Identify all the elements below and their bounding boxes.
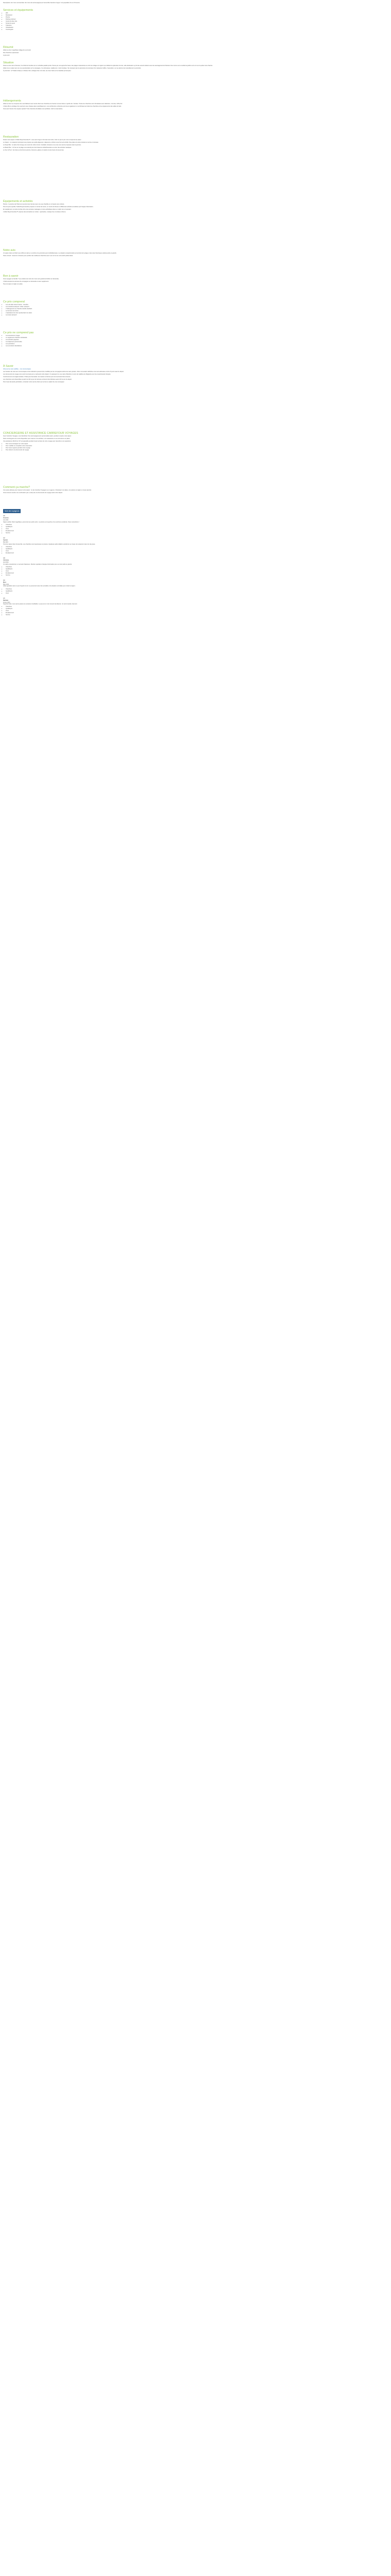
situation-paragraph: Situé au cœur de la Toscane, l'ex-hôtel de Gourdes est un véritable paradis perdu. Pensé par une approche haute, des plages restaurantes et entre les villages et régions qui reflètent la splendeur du site, celle destination a pris des accents italiens avec les aménagements d'intérieur très comme et le meublé de jardins et du vin sur la petite route d'accès. [3, 65, 213, 66]
situation-title: Situation [3, 61, 14, 64]
necomprend-section [3, 331, 386, 347]
review-tag: • Service [6, 532, 386, 534]
asavoir-paragraph: Pour toute demande particulière, contactez notre service client qui se fera un plaisir de vous renseigner. [3, 381, 65, 383]
equipements-paragraphs [3, 204, 386, 213]
prix-paragraph: L'hôtel accepte les animaux de compagnie sur demande et avec supplément. [3, 281, 49, 283]
service-item: • Conciergerie [6, 29, 386, 31]
conciergerie-item: • Pour obtenir vos documents de voyage [6, 449, 386, 451]
conciergerie-paragraphs [3, 435, 386, 443]
review-tag: • Chambres [6, 566, 386, 568]
resume-line: Des chambres spacieuses [3, 52, 19, 54]
review-score: 4,2 [3, 537, 5, 539]
comment-section [3, 486, 386, 495]
review-author: Francine [3, 517, 9, 519]
review-tag: • Qualité/prix [6, 526, 386, 528]
comment-title: Comment ça marche? [3, 486, 30, 489]
hebergements-paragraphs [3, 103, 386, 110]
review-tag: • Lieux [6, 550, 386, 552]
asavoir-paragraphs [3, 371, 386, 383]
asavoir-paragraph: Les documents de voyage vous seront envoyés par e-mail avant votre départ. Un passeport ou une carte d'identité en cours de validité est obligatoire pour les ressortissants français. [3, 374, 111, 376]
restauration-paragraphs [3, 139, 386, 151]
review-author: Christine [3, 559, 9, 561]
review-tag: • Emplacement [6, 552, 386, 554]
hebergements-title: Hébergements [3, 99, 21, 103]
review-tag: • Lieux [6, 528, 386, 530]
review-author: Nathalie [3, 599, 9, 601]
review-score: 4,6 [3, 515, 5, 517]
service-item: • Climatisation [6, 27, 386, 29]
hebergements-section [3, 99, 386, 111]
service-item: • Terrain de sport [6, 23, 386, 25]
comprend-item: • L'hébergement en chambre double standard [6, 308, 386, 310]
review-tag: • Qualité/prix [6, 590, 386, 592]
comment-paragraphs [3, 489, 386, 494]
service-item: • Piscine [6, 16, 386, 19]
prix-section [3, 275, 386, 286]
reviews-list [3, 515, 386, 616]
review-text: Hôtel agréable mais un peu bruyant le soir. Le personnel reste très serviable et la situation est idéale pour visiter la région. [3, 585, 76, 587]
services-section [3, 9, 386, 31]
equipements-paragraph: En supplément, le centre de bien-être vous propose massages et soins esthétiques dans un cadre zen et reposant. [3, 209, 72, 211]
review-tag: • Chambres [6, 524, 386, 526]
necomprend-item: • Les assurances voyage [6, 335, 386, 337]
noter-paragraph: Un séjour dans cet hôtel vous offrira le calme, le confort et la proximité avec la Méditerranée. La situation exceptionnelle à proximité de la plage et des sites historiques séduira petits et grands. [3, 252, 117, 254]
equipements-section [3, 200, 386, 214]
comment-paragraph: Vous recevez ensuite une confirmation par e-mail puis vos documents de voyage avant votre départ. [3, 492, 63, 494]
review-card [3, 557, 386, 577]
necomprend-item: • Les excursions facultatives [6, 345, 386, 347]
review-card [3, 580, 386, 595]
conciergerie-paragraph: Une assistance 24h/24 et 7j/7 est joignable pendant toute la durée de votre voyage pour répondre à vos questions. [3, 440, 71, 443]
resume-lines [3, 49, 386, 57]
prix-paragraph: Taxe de séjour à régler sur place. [3, 283, 23, 285]
equipements-paragraph: L'Hôtel Royal Gourdes 5* propose des animations en soirée : spectacles, musique live et soirées à thème. [3, 211, 66, 213]
review-tag: • Emplacement [6, 572, 386, 574]
noter-paragraphs [3, 252, 386, 257]
review-score: 4,8 [3, 557, 5, 559]
noter-title: Notre avis [3, 249, 15, 252]
review-tag: • Service [6, 574, 386, 577]
review-tag: • Emplacement [6, 530, 386, 532]
comprend-item: • Les taxes aéroport [6, 314, 386, 316]
review-tag: • Service [6, 614, 386, 616]
restauration-paragraph: Durant votre séjour à l'Hôtel Royal Gourdes 5*, vous serez logé en formule tout inclus. Voici ce que le prix vous comprend sur place : [3, 139, 82, 141]
review-tag: • Lieux [6, 610, 386, 612]
prix-paragraph: Vous voyagez en famille ? Les enfants de moins de 2 ans sont gratuits (lit bébé sur demande). [3, 278, 59, 280]
service-item: • Parking extérieur [6, 19, 386, 21]
prix-title: Bon à savoir [3, 275, 19, 278]
resume-line: Hôtel au cœur magnifique village de Lourmarin [3, 49, 31, 51]
equipements-title: Équipements et activités [3, 200, 33, 203]
comprend-list [3, 304, 386, 316]
intro-text: Descriptions: En zone commerciale / En zone très accompagné par l'ensemble Carrefour Lègue / à la population Aix en Provence [3, 2, 80, 4]
review-tag: • Chambres [6, 546, 386, 548]
comprend-section [3, 300, 386, 316]
comprend-title: Ce prix comprend [3, 300, 25, 303]
service-item: • Wifi [6, 12, 386, 14]
review-tag: • Chambres [6, 606, 386, 608]
review-tag: • Lieux [6, 592, 386, 595]
review-score: 3,9 [3, 579, 5, 581]
noter-section [3, 249, 386, 258]
asavoir-paragraph: Les chambres sont disponibles à partir de 14h le jour de l'arrivée et doivent être libérées avant 12h le jour du départ. [3, 379, 72, 381]
restauration-paragraph: Le Saison : le restaurant principal vous propose ses petits-déjeuners, déjeuners et dîners sous forme de buffet. Des plats à la carte cuisinés et servis en terrasse. [3, 142, 99, 144]
avis-section [3, 509, 386, 619]
resume-line: A plus tard [3, 55, 10, 57]
review-tags [3, 524, 386, 534]
equipements-paragraph: Piscine : la piscine de l'hôtel est ouverte toute l'année avec une eau chauffée et un bassin pour enfants. [3, 204, 64, 205]
review-date: Mai 2024 [3, 541, 8, 543]
conciergerie-paragraph: Notre conciergerie est à votre disposition pour réserver vos activités, vos restaurants et vos excursions sur place. [3, 438, 70, 440]
review-tag: • Qualité/prix [6, 548, 386, 550]
review-text: Séjour parfait, hôtel magnifique, personnel aux petits soins. La piscine est superbe et la nourriture excellente. Nous reviendrons ! [3, 521, 79, 523]
asavoir-title: À Savoir [3, 365, 14, 368]
review-author: Sylvain [3, 539, 8, 541]
comment-paragraph: Une seule adresse pour réserver votre séjour : le site Carrefour Voyages ou en agence. Choisissez vos dates, vos options et réglez en toute sécurité. [3, 489, 92, 491]
review-author: Marc [3, 581, 7, 583]
necomprend-item: • Les activités payantes [6, 339, 386, 341]
noter-paragraph: Notre conseil : réservez à l'avance pour profiter des meilleures chambres avec vue sur la mer et de tarifs préférentiels. [3, 255, 73, 257]
review-card [3, 515, 386, 534]
asavoir-section [3, 365, 386, 384]
necomprend-item: • Les dépenses personnelles [6, 341, 386, 343]
review-date: Mars 2024 [3, 583, 9, 585]
review-date: Avril 2024 [3, 561, 9, 563]
comprend-item: • Les transferts aéroport / hôtel / aéroport [6, 306, 386, 308]
review-date: Juin 2024 [3, 519, 9, 521]
necomprend-list [3, 335, 386, 347]
restauration-paragraph: Le Royal Bar : le café et bar lounge est ouvert de midi à minuit. Cocktails, boissons et en-cas vous seront proposés toute la journée. [3, 144, 82, 146]
conciergerie-item: • Pour toute urgence pendant votre voyage [6, 447, 386, 449]
comprend-item: • L'assistance de notre représentant sur place [6, 312, 386, 314]
situation-paragraph: Hôtel mis en valeur par une vue spectaculaire sur la campagne, il se démarque, rapidement, notre boutique. Ne manquez pas le panorama à la terrasse d'un restaurant raffiné, l'exposition, sur sa piscine tout naturellement à proximité. [3, 67, 141, 70]
conciergerie-paragraph: Avec Carrefour Voyages, vous bénéficiez d'un accompagnement personnalisé avant, pendant et après votre séjour. [3, 435, 72, 437]
conciergerie-title: CONCIERGERIE ET ASSISTANCE CARREFOUR VOYAGES [3, 432, 78, 435]
prix-paragraphs [3, 278, 386, 285]
restauration-paragraph: Le Beach Bar : Un bar sur la plage vous attend pour des boissons rafraîchissantes au cœur des activités nautiques. [3, 147, 72, 149]
resume-section [3, 46, 386, 57]
asavoir-subtitle: Infos sur les vols modifiés... non communiqués [3, 368, 31, 370]
asavoir-paragraph: Conformément à la réglementation, l'hôtel peut demander une caution à l'arrivée pour les éventuels frais annexes. [3, 376, 71, 378]
necomprend-title: Ce prix ne comprend pas [3, 331, 34, 334]
review-card [3, 537, 386, 554]
comprend-item: • La formule tout inclus [6, 310, 386, 312]
hebergements-paragraph: L'hôtel offre le privilège d'un parcours sous chaque pièce spécifiquement, une architecture cohérente qui trouve également un enrichissement dans les chambres et les équipements des salles de bain. [3, 106, 122, 108]
situation-section [3, 61, 386, 73]
situation-paragraph: À proximité : le Théâtre Antique, le Musée d'art, Aubagne bien sûr situé, les vieux bains et les bastides provençaux. [3, 70, 72, 72]
restauration-title: Restauration [3, 135, 19, 139]
review-tags [3, 606, 386, 616]
services-list [3, 12, 386, 31]
review-tag: • Qualité/prix [6, 568, 386, 570]
review-card [3, 598, 386, 617]
review-score: 4,5 [3, 597, 5, 599]
resume-title: Résumé [3, 46, 13, 49]
necomprend-item: • Les pourboires [6, 343, 386, 345]
hebergements-paragraph: Hôtel au cœur se compose d'un seul bâtiment avec accès direct aux chambres de l'ancien couvent dans un jardin de 1 hectare. Toutes les chambres sont climatisées avec télévision, mini-bar, coffre-fort. [3, 103, 123, 105]
necomprend-item: • Le supplément chambre individuelle [6, 337, 386, 339]
review-tag: • Emplacement [6, 612, 386, 614]
conciergerie-item: • Pour vous renseigner sur votre séjour [6, 443, 386, 445]
review-tag: • Qualité/prix [6, 608, 386, 610]
review-tag: • Lieux [6, 570, 386, 572]
reviews-label: Note des voyageurs [3, 509, 21, 513]
restauration-paragraph: Le Sun & Pool : bar situé au bord de la piscine, boissons, glaces et snacks à toute heure de la journée. [3, 149, 64, 151]
services-title: Services et équipements [3, 9, 34, 12]
review-tag: • Chambres [6, 588, 386, 590]
comprend-item: • Les vols aller-retour France - Gourdes [6, 304, 386, 306]
conciergerie-item: • Pour modifier ou compléter votre réservation [6, 445, 386, 447]
hebergements-paragraph: Vous avez besoin d'un espace spécial ? Nos chambres familiales sont parfaites. (Voir la réservation). [3, 108, 63, 110]
asavoir-paragraph: Les horaires de vols sont communiqués à titre indicatif et peuvent être modifiés par les compagnies aériennes sans préavis. Votre convocation définitive vous sera adressée environ 8 jours avant le départ. [3, 371, 124, 373]
service-item: • Centre de bien être [6, 21, 386, 23]
review-text: Très bon séjour dans l'ensemble. Les chambres sont spacieuses et propres. Quelques petits détails à améliorer au niveau du restaurant mais rien de grave. [3, 543, 95, 545]
conciergerie-section [3, 432, 386, 451]
review-tags [3, 588, 386, 595]
review-text: Superbe hôtel, nous avons passé une semaine inoubliable. Le spa est un vrai moment de détente. Je recommande vivement. [3, 603, 78, 605]
service-item: • Restaurant [6, 14, 386, 16]
conciergerie-list [3, 443, 386, 451]
review-date: Février 2024 [3, 601, 10, 603]
equipements-paragraph: Pour les plus sportifs, l'Hôtel Royal Gourdes propose un terrain de tennis, un centre de fitness et différentes activités encadrées par l'équipe d'animation. [3, 206, 94, 208]
review-text: Un cadre exceptionnel, un accueil chaleureux. Mention spéciale à l'équipe d'animation qui a su ravir petits et grands. [3, 563, 72, 565]
situation-paragraphs [3, 65, 386, 72]
service-item: • Télévision [6, 25, 386, 27]
restauration-section [3, 135, 386, 152]
